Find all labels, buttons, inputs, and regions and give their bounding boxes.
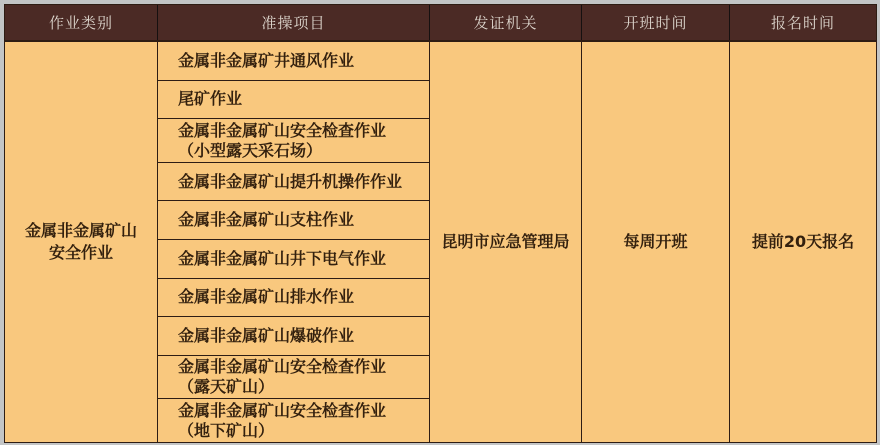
permit-item-row bbox=[158, 42, 429, 81]
table-body bbox=[5, 42, 876, 442]
header-class-start-time: 开班时间 bbox=[582, 5, 730, 40]
permit-item-label: 金属非金属矿山安全检查作业 bbox=[178, 357, 387, 377]
permit-item-row bbox=[158, 163, 429, 202]
permit-item-label: 金属非金属矿山提升机操作作业 bbox=[178, 171, 403, 191]
permit-item-label: 金属非金属矿山安全检查作业 bbox=[178, 400, 387, 420]
job-category-line1: 金属非金属矿山 bbox=[24, 221, 137, 240]
permit-item-label: 金属非金属矿山爆破作业 bbox=[178, 325, 355, 345]
permit-item-label: 金属非金属矿山排水作业 bbox=[178, 287, 355, 307]
permit-item-row bbox=[158, 81, 429, 120]
registration-time-cell: 提前20天报名 bbox=[751, 232, 855, 251]
job-category-line2: 安全作业 bbox=[48, 243, 113, 262]
header-registration-time: 报名时间 bbox=[770, 14, 835, 32]
permit-item-note: （地下矿山） bbox=[178, 420, 275, 440]
permit-item-note: （露天矿山） bbox=[178, 377, 275, 397]
permit-item-label: 尾矿作业 bbox=[178, 89, 243, 109]
permit-item-label: 金属非金属矿山支柱作业 bbox=[178, 210, 355, 230]
permit-item-row bbox=[158, 201, 429, 240]
permit-item-note: （小型露天采石场） bbox=[178, 140, 323, 160]
permit-items-column bbox=[158, 42, 430, 442]
permit-item-label: 金属非金属矿山井下电气作业 bbox=[178, 248, 387, 268]
permit-item-row bbox=[158, 279, 429, 318]
header-permit-items: 准操项目 bbox=[158, 5, 430, 40]
header-issuing-authority: 发证机关 bbox=[430, 5, 582, 40]
permit-item-row bbox=[158, 356, 429, 400]
table-header-row bbox=[5, 5, 876, 42]
permit-item-row bbox=[158, 317, 429, 356]
class-start-time-cell: 每周开班 bbox=[582, 42, 730, 442]
job-category-cell bbox=[5, 42, 158, 442]
course-info-table bbox=[4, 4, 877, 443]
permit-item-label: 金属非金属矿山安全检查作业 bbox=[178, 120, 387, 140]
header-job-category: 作业类别 bbox=[5, 5, 158, 40]
issuing-authority-cell: 昆明市应急管理局 bbox=[430, 42, 582, 442]
permit-item-row bbox=[158, 399, 429, 442]
permit-item-row bbox=[158, 119, 429, 163]
permit-item-row bbox=[158, 240, 429, 279]
permit-item-label: 金属非金属矿井通风作业 bbox=[178, 50, 355, 70]
